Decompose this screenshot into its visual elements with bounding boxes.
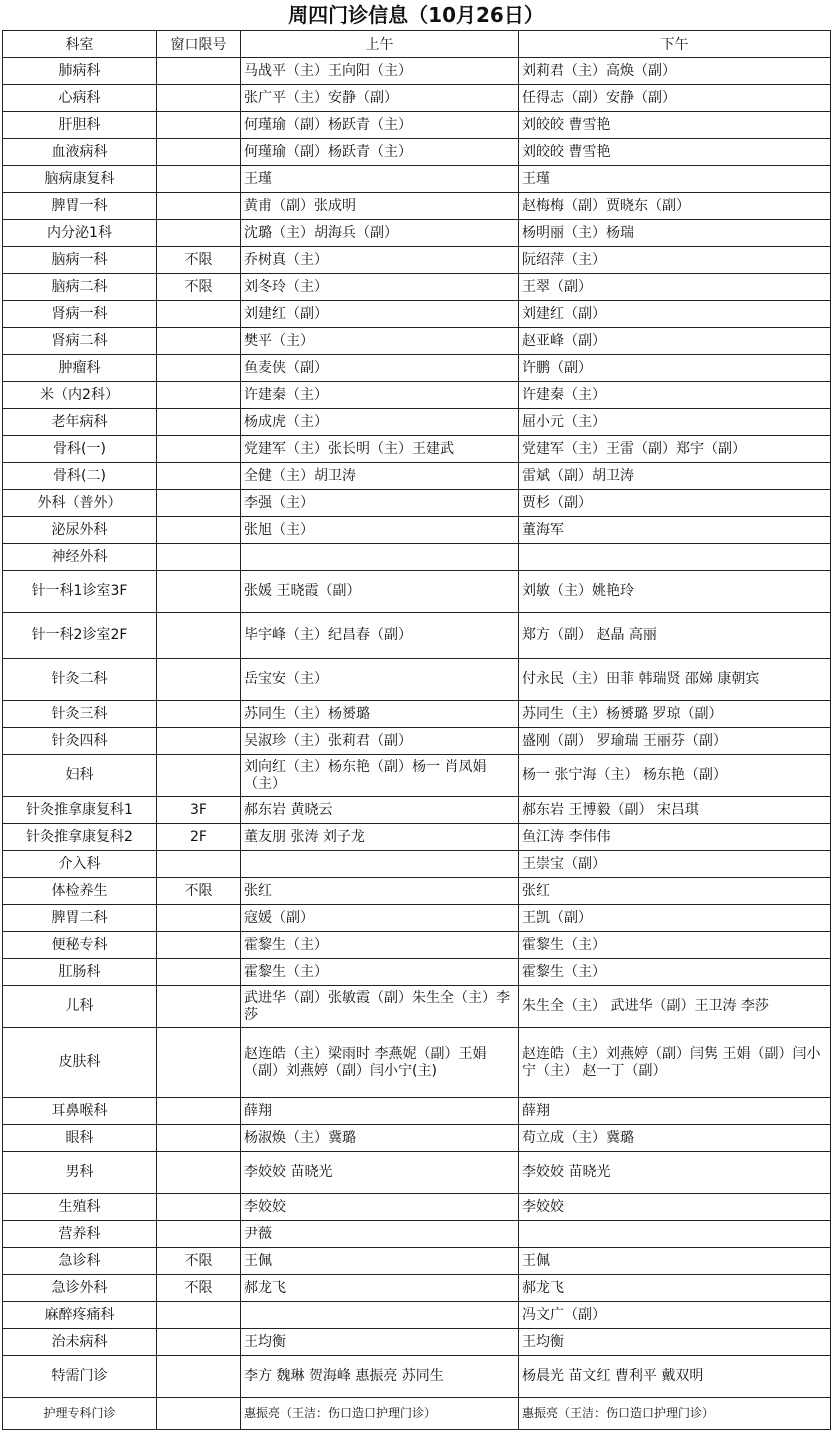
pm-cell: 刘莉君（主）高焕（副）	[519, 58, 831, 85]
table-row	[3, 409, 831, 436]
pm-cell: 杨明丽（主）杨瑞	[519, 220, 831, 247]
pm-cell: 赵连皓（主）刘燕婷（副）闫隽 王娟（副）闫小宁（主） 赵一丁（副）	[519, 1028, 831, 1098]
limit-cell	[157, 85, 241, 112]
pm-cell: 鱼江涛 李伟伟	[519, 824, 831, 851]
pm-cell: 王凯（副）	[519, 905, 831, 932]
dept-cell: 脑病二科	[3, 274, 157, 301]
dept-cell: 介入科	[3, 851, 157, 878]
table-row	[3, 544, 831, 571]
limit-cell	[157, 544, 241, 571]
table-row	[3, 1302, 831, 1329]
am-cell: 刘冬玲（主）	[241, 274, 519, 301]
am-cell: 李姣姣	[241, 1194, 519, 1221]
dept-cell: 骨科(一)	[3, 436, 157, 463]
am-cell: 沈璐（主）胡海兵（副）	[241, 220, 519, 247]
pm-cell: 王均衡	[519, 1329, 831, 1356]
limit-cell	[157, 193, 241, 220]
am-cell: 霍黎生（主）	[241, 959, 519, 986]
limit-cell	[157, 851, 241, 878]
dept-cell: 泌尿外科	[3, 517, 157, 544]
am-cell: 王佩	[241, 1248, 519, 1275]
pm-cell: 苏同生（主）杨赟璐 罗琼（副）	[519, 701, 831, 728]
pm-cell: 杨一 张宁海（主） 杨东艳（副）	[519, 755, 831, 797]
table-row	[3, 878, 831, 905]
am-cell: 党建军（主）张长明（主）王建武	[241, 436, 519, 463]
dept-cell: 针灸推拿康复科2	[3, 824, 157, 851]
limit-cell	[157, 1152, 241, 1194]
limit-cell	[157, 490, 241, 517]
am-cell: 鱼麦侠（副）	[241, 355, 519, 382]
table-row	[3, 1398, 831, 1430]
am-cell: 杨淑焕（主）冀璐	[241, 1125, 519, 1152]
am-cell: 岳宝安（主）	[241, 659, 519, 701]
pm-cell: 霍黎生（主）	[519, 959, 831, 986]
pm-cell: 郝东岩 王博毅（副） 宋吕琪	[519, 797, 831, 824]
header-am: 上午	[241, 31, 519, 58]
schedule-table	[2, 30, 831, 1430]
limit-cell	[157, 986, 241, 1028]
table-row	[3, 247, 831, 274]
limit-cell	[157, 701, 241, 728]
am-cell: 郝龙飞	[241, 1275, 519, 1302]
table-row	[3, 905, 831, 932]
dept-cell: 脑病一科	[3, 247, 157, 274]
table-row	[3, 959, 831, 986]
limit-cell	[157, 517, 241, 544]
am-cell: 李方 魏琳 贺海峰 惠振亮 苏同生	[241, 1356, 519, 1398]
dept-cell: 骨科(二)	[3, 463, 157, 490]
am-cell: 张旭（主）	[241, 517, 519, 544]
dept-cell: 耳鼻喉科	[3, 1098, 157, 1125]
header-dept: 科室	[3, 31, 157, 58]
pm-cell: 许鹏（副）	[519, 355, 831, 382]
limit-cell	[157, 328, 241, 355]
am-cell: 郝东岩 黄晓云	[241, 797, 519, 824]
limit-cell: 3F	[157, 797, 241, 824]
dept-cell: 营养科	[3, 1221, 157, 1248]
am-cell: 尹薇	[241, 1221, 519, 1248]
pm-cell: 雷斌（副）胡卫涛	[519, 463, 831, 490]
pm-cell: 王瑾	[519, 166, 831, 193]
dept-cell: 脑病康复科	[3, 166, 157, 193]
am-cell: 刘建红（副）	[241, 301, 519, 328]
dept-cell: 心病科	[3, 85, 157, 112]
dept-cell: 肾病二科	[3, 328, 157, 355]
am-cell: 全健（主）胡卫涛	[241, 463, 519, 490]
limit-cell: 不限	[157, 247, 241, 274]
limit-cell	[157, 1302, 241, 1329]
pm-cell: 霍黎生（主）	[519, 932, 831, 959]
pm-cell: 盛刚（副） 罗瑜瑞 王丽芬（副）	[519, 728, 831, 755]
pm-cell: 付永民（主）田菲 韩瑞贤 邵娣 康朝宾	[519, 659, 831, 701]
dept-cell: 针灸推拿康复科1	[3, 797, 157, 824]
table-row	[3, 112, 831, 139]
am-cell: 霍黎生（主）	[241, 932, 519, 959]
table-row	[3, 1248, 831, 1275]
pm-cell: 刘皎皎 曹雪艳	[519, 112, 831, 139]
am-cell: 张红	[241, 878, 519, 905]
limit-cell	[157, 613, 241, 659]
dept-cell: 脾胃一科	[3, 193, 157, 220]
pm-cell: 赵梅梅（副）贾晓东（副）	[519, 193, 831, 220]
am-cell: 许建秦（主）	[241, 382, 519, 409]
table-row	[3, 659, 831, 701]
table-row	[3, 571, 831, 613]
am-cell: 武进华（副）张敏霞（副）朱生全（主）李莎	[241, 986, 519, 1028]
table-row	[3, 517, 831, 544]
dept-cell: 肺病科	[3, 58, 157, 85]
limit-cell	[157, 1329, 241, 1356]
dept-cell: 针灸三科	[3, 701, 157, 728]
limit-cell	[157, 1028, 241, 1098]
table-row	[3, 382, 831, 409]
dept-cell: 治未病科	[3, 1329, 157, 1356]
dept-cell: 老年病科	[3, 409, 157, 436]
pm-cell: 王崇宝（副）	[519, 851, 831, 878]
dept-cell: 急诊外科	[3, 1275, 157, 1302]
pm-cell	[519, 544, 831, 571]
table-row	[3, 1152, 831, 1194]
pm-cell: 郑方（副） 赵晶 高丽	[519, 613, 831, 659]
am-cell: 乔树真（主）	[241, 247, 519, 274]
dept-cell: 特需门诊	[3, 1356, 157, 1398]
limit-cell	[157, 301, 241, 328]
am-cell: 何瑾瑜（副）杨跃青（主）	[241, 139, 519, 166]
pm-cell: 苟立成（主）冀璐	[519, 1125, 831, 1152]
pm-cell: 贾杉（副）	[519, 490, 831, 517]
table-row	[3, 1221, 831, 1248]
dept-cell: 便秘专科	[3, 932, 157, 959]
table-row	[3, 1329, 831, 1356]
dept-cell: 肾病一科	[3, 301, 157, 328]
am-cell: 李强（主）	[241, 490, 519, 517]
limit-cell: 不限	[157, 878, 241, 905]
limit-cell	[157, 112, 241, 139]
dept-cell: 眼科	[3, 1125, 157, 1152]
am-cell: 王均衡	[241, 1329, 519, 1356]
pm-cell: 薛翔	[519, 1098, 831, 1125]
pm-cell: 赵亚峰（副）	[519, 328, 831, 355]
limit-cell	[157, 755, 241, 797]
limit-cell	[157, 139, 241, 166]
table-row	[3, 166, 831, 193]
page-title: 周四门诊信息（10月26日）	[288, 3, 544, 27]
limit-cell	[157, 1356, 241, 1398]
am-cell: 刘向红（主）杨东艳（副）杨一 肖凤娟（主）	[241, 755, 519, 797]
limit-cell: 不限	[157, 1275, 241, 1302]
table-row	[3, 220, 831, 247]
pm-cell: 朱生全（主） 武进华（副）王卫涛 李莎	[519, 986, 831, 1028]
pm-cell: 刘建红（副）	[519, 301, 831, 328]
header-pm: 下午	[519, 31, 831, 58]
limit-cell	[157, 1398, 241, 1430]
table-row	[3, 986, 831, 1028]
limit-cell	[157, 728, 241, 755]
table-body	[3, 58, 831, 1430]
dept-cell: 神经外科	[3, 544, 157, 571]
dept-cell: 儿科	[3, 986, 157, 1028]
am-cell	[241, 544, 519, 571]
dept-cell: 肝胆科	[3, 112, 157, 139]
pm-cell: 冯文广（副）	[519, 1302, 831, 1329]
limit-cell	[157, 659, 241, 701]
limit-cell	[157, 905, 241, 932]
am-cell: 马战平（主）王向阳（主）	[241, 58, 519, 85]
limit-cell	[157, 932, 241, 959]
table-row	[3, 1356, 831, 1398]
table-row	[3, 355, 831, 382]
am-cell: 吴淑珍（主）张莉君（副）	[241, 728, 519, 755]
table-row	[3, 436, 831, 463]
am-cell: 惠振亮（王洁：伤口造口护理门诊）	[241, 1398, 519, 1430]
limit-cell	[157, 959, 241, 986]
limit-cell: 2F	[157, 824, 241, 851]
am-cell	[241, 851, 519, 878]
table-row	[3, 728, 831, 755]
am-cell: 董友朋 张涛 刘子龙	[241, 824, 519, 851]
limit-cell: 不限	[157, 1248, 241, 1275]
limit-cell	[157, 1125, 241, 1152]
pm-cell	[519, 1221, 831, 1248]
pm-cell: 党建军（主）王雷（副）郑宇（副）	[519, 436, 831, 463]
am-cell: 李姣姣 苗晓光	[241, 1152, 519, 1194]
table-row	[3, 613, 831, 659]
pm-cell: 阮绍萍（主）	[519, 247, 831, 274]
dept-cell: 麻醉疼痛科	[3, 1302, 157, 1329]
table-row	[3, 490, 831, 517]
table-row	[3, 755, 831, 797]
table-row	[3, 85, 831, 112]
pm-cell: 王翠（副）	[519, 274, 831, 301]
am-cell: 王瑾	[241, 166, 519, 193]
table-row	[3, 274, 831, 301]
table-row	[3, 851, 831, 878]
am-cell: 何瑾瑜（副）杨跃青（主）	[241, 112, 519, 139]
dept-cell: 男科	[3, 1152, 157, 1194]
dept-cell: 皮肤科	[3, 1028, 157, 1098]
am-cell: 黄甫（副）张成明	[241, 193, 519, 220]
am-cell: 张媛 王晓霞（副）	[241, 571, 519, 613]
am-cell: 张广平（主）安静（副）	[241, 85, 519, 112]
header-limit: 窗口限号	[157, 31, 241, 58]
table-row	[3, 1275, 831, 1302]
pm-cell: 李姣姣	[519, 1194, 831, 1221]
pm-cell: 任得志（副）安静（副）	[519, 85, 831, 112]
limit-cell	[157, 166, 241, 193]
dept-cell: 生殖科	[3, 1194, 157, 1221]
table-row	[3, 328, 831, 355]
dept-cell: 肛肠科	[3, 959, 157, 986]
limit-cell	[157, 463, 241, 490]
table-row	[3, 824, 831, 851]
am-cell: 苏同生（主）杨赟璐	[241, 701, 519, 728]
pm-cell: 李姣姣 苗晓光	[519, 1152, 831, 1194]
pm-cell: 王佩	[519, 1248, 831, 1275]
dept-cell: 护理专科门诊	[3, 1398, 157, 1430]
pm-cell: 惠振亮（王洁：伤口造口护理门诊）	[519, 1398, 831, 1430]
dept-cell: 针一科1诊室3F	[3, 571, 157, 613]
am-cell: 薛翔	[241, 1098, 519, 1125]
table-row	[3, 1194, 831, 1221]
dept-cell: 急诊科	[3, 1248, 157, 1275]
am-cell: 杨成虎（主）	[241, 409, 519, 436]
table-row	[3, 193, 831, 220]
pm-cell: 刘皎皎 曹雪艳	[519, 139, 831, 166]
dept-cell: 米（内2科）	[3, 382, 157, 409]
limit-cell: 不限	[157, 274, 241, 301]
dept-cell: 外科（普外）	[3, 490, 157, 517]
dept-cell: 脾胃二科	[3, 905, 157, 932]
dept-cell: 针灸二科	[3, 659, 157, 701]
table-row	[3, 463, 831, 490]
limit-cell	[157, 571, 241, 613]
pm-cell: 张红	[519, 878, 831, 905]
am-cell	[241, 1302, 519, 1329]
limit-cell	[157, 382, 241, 409]
dept-cell: 体检养生	[3, 878, 157, 905]
am-cell: 寇媛（副）	[241, 905, 519, 932]
pm-cell: 董海军	[519, 517, 831, 544]
table-row	[3, 1028, 831, 1098]
table-row	[3, 58, 831, 85]
limit-cell	[157, 1221, 241, 1248]
pm-cell: 杨晨光 苗文红 曹利平 戴双明	[519, 1356, 831, 1398]
dept-cell: 血液病科	[3, 139, 157, 166]
dept-cell: 针一科2诊室2F	[3, 613, 157, 659]
limit-cell	[157, 409, 241, 436]
limit-cell	[157, 1194, 241, 1221]
am-cell: 毕宇峰（主）纪昌春（副）	[241, 613, 519, 659]
dept-cell: 针灸四科	[3, 728, 157, 755]
limit-cell	[157, 58, 241, 85]
header-row	[3, 31, 831, 58]
pm-cell: 屈小元（主）	[519, 409, 831, 436]
dept-cell: 妇科	[3, 755, 157, 797]
table-row	[3, 1125, 831, 1152]
dept-cell: 肿瘤科	[3, 355, 157, 382]
table-row	[3, 932, 831, 959]
table-row	[3, 701, 831, 728]
am-cell: 赵连皓（主）梁雨时 李燕妮（副）王娟（副）刘燕婷（副）闫小宁(主)	[241, 1028, 519, 1098]
pm-cell: 郝龙飞	[519, 1275, 831, 1302]
pm-cell: 刘敏（主）姚艳玲	[519, 571, 831, 613]
table-row	[3, 139, 831, 166]
table-row	[3, 1098, 831, 1125]
pm-cell: 许建秦（主）	[519, 382, 831, 409]
limit-cell	[157, 220, 241, 247]
am-cell: 樊平（主）	[241, 328, 519, 355]
table-row	[3, 797, 831, 824]
dept-cell: 内分泌1科	[3, 220, 157, 247]
limit-cell	[157, 1098, 241, 1125]
limit-cell	[157, 436, 241, 463]
limit-cell	[157, 355, 241, 382]
table-row	[3, 301, 831, 328]
